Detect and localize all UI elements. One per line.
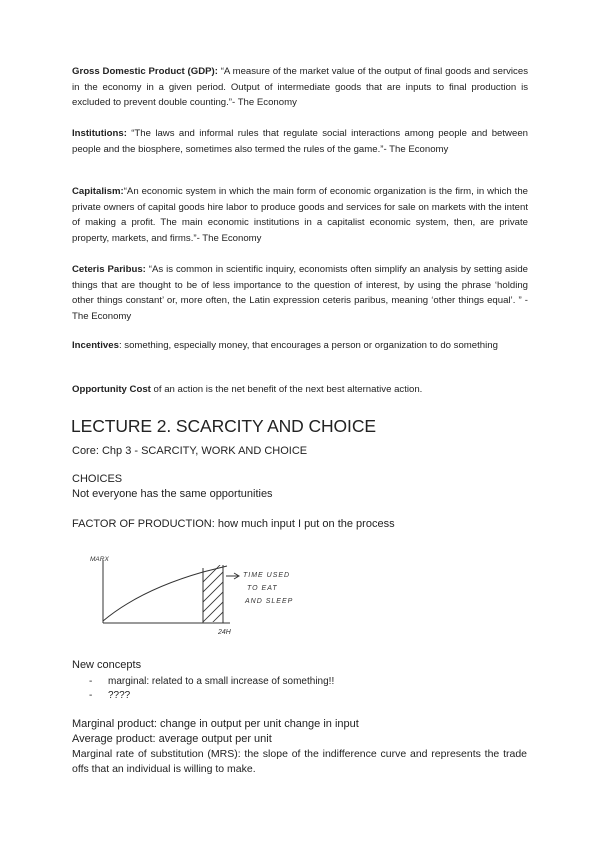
annotation-line: TO EAT (247, 585, 278, 592)
factor-of-production: FACTOR OF PRODUCTION: how much input I put on the process (72, 518, 395, 530)
annotation-line: TIME USED (243, 572, 291, 579)
definition-capitalism (72, 184, 528, 246)
definition-term: Incentives (72, 340, 119, 351)
definition-text: “A measure of the market value of the output of final goods and services in the economy in a given period. Output of intermediate goods that are inputs to final production is excluded to prevent double counting.”- The Economy (72, 66, 528, 109)
definition-ceteris-paribus (72, 262, 528, 324)
definition-term: Gross Domestic Product (GDP): (72, 66, 218, 77)
annotation-line: AND SLEEP (245, 598, 294, 605)
definition-term: Ceteris Paribus: (72, 264, 146, 275)
bullet-marker: - (89, 676, 93, 687)
definition-institutions (72, 126, 528, 157)
definition-text: : something, especially money, that encourages a person or organization to do something (118, 340, 498, 351)
hand-drawn-sketch (80, 550, 320, 640)
definition-text: of an action is the net benefit of the next best alternative action. (150, 384, 423, 395)
core-chapter: Core: Chp 3 - SCARCITY, WORK AND CHOICE (72, 445, 308, 457)
bullet-marker: - (89, 690, 93, 701)
choices-text: Not everyone has the same opportunities (72, 488, 273, 500)
definition-text: “An economic system in which the main form of economic organization is the firm, in which the private owners of capital goods hire labor to produce goods and services for sale on markets with the intent of making a profit. The main economic institutions in a capitalist economic system, then, are private property, markets, and firms.”- The Economy (72, 186, 528, 244)
definition-text: “As is common in scientific inquiry, economists often simplify an analysis by setting aside things that are thought to be of less importance to the question of interest, by using the phrase ‘holding other things constant’ or, more often, the Latin expression ceteris paribus, meaning ‘other things equal’. ” - The Economy (72, 264, 528, 322)
list-item: marginal: related to a small increase of something!! (108, 676, 335, 687)
new-concepts-heading: New concepts (72, 659, 142, 671)
definition-incentives (72, 338, 528, 354)
definition-opportunity-cost (72, 382, 528, 398)
marginal-product: Marginal product: change in output per unit change in input (72, 718, 359, 730)
lecture-title: LECTURE 2. SCARCITY AND CHOICE (71, 416, 376, 436)
shaded-area (193, 550, 240, 640)
definition-text: “The laws and informal rules that regulate social interactions among people and between people and the biosphere, sometimes also termed the rules of the game.”- The Economy (72, 128, 528, 155)
average-product: Average product: average output per unit (72, 733, 272, 745)
marginal-rate-of-substitution: Marginal rate of substitution (MRS): the slope of the indifference curve and represents the trade offs that an individual is willing to make. (72, 748, 527, 775)
x-axis-label: 24H (218, 629, 231, 636)
y-axis-label: MARX (90, 556, 109, 563)
definition-term: Institutions: (72, 128, 127, 139)
production-curve (103, 566, 227, 621)
definition-gdp (72, 64, 528, 111)
choices-heading: CHOICES (72, 473, 123, 485)
definition-term: Opportunity Cost (72, 384, 151, 395)
definition-term: Capitalism: (72, 186, 124, 197)
list-item: ???? (108, 690, 131, 701)
